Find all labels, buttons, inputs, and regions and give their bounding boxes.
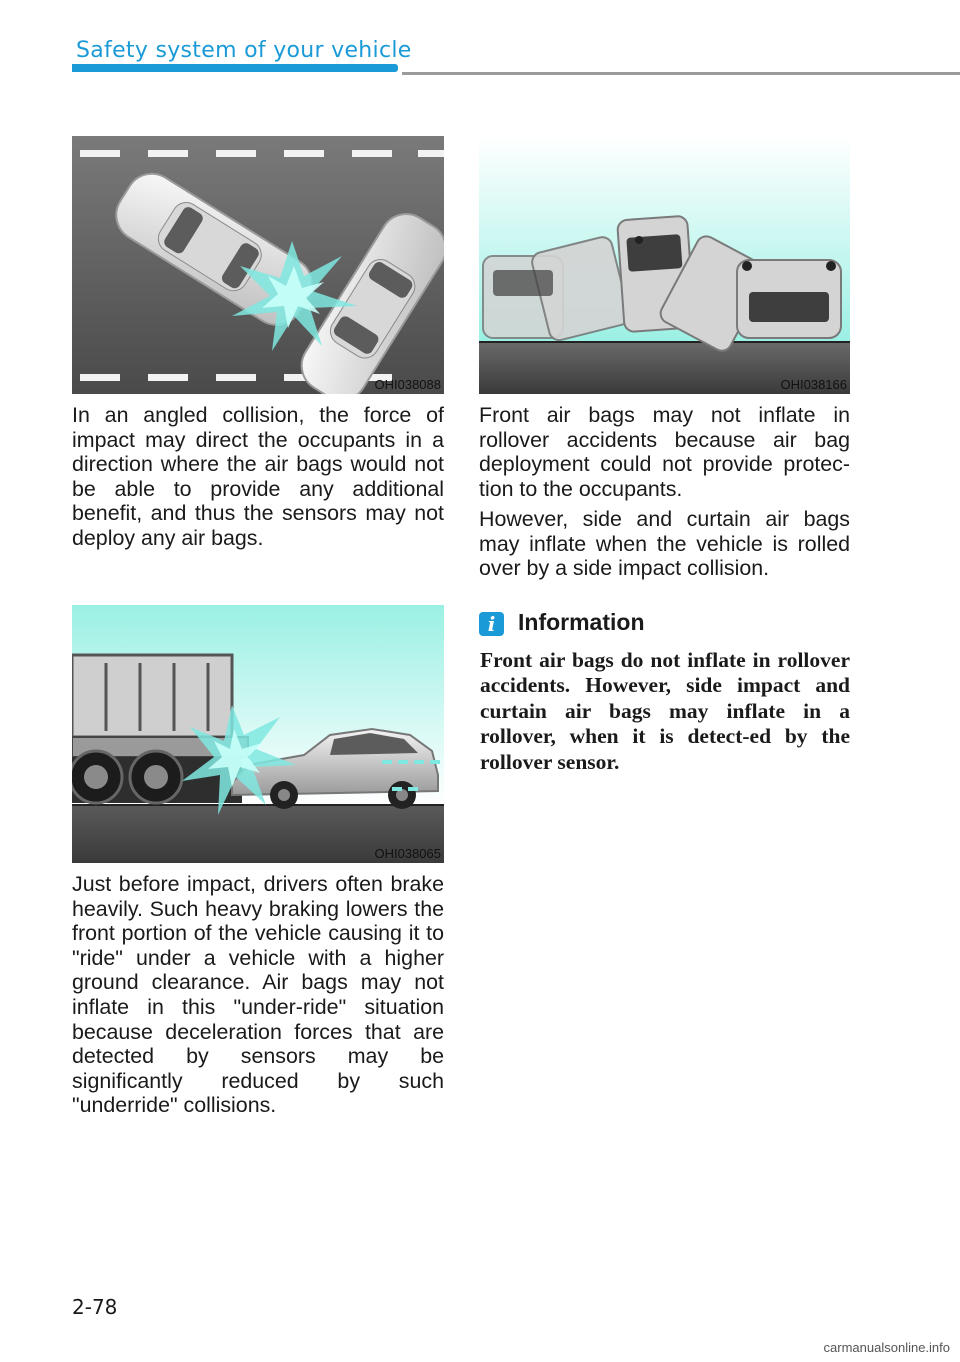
figure-underride	[72, 605, 444, 863]
angled-collision-illustration	[72, 136, 444, 394]
underride-paragraph: Just before impact, drivers often brake heavily. Such heavy braking lowers the front portion of the vehicle causing it to "ride" under a vehicle with a higher ground clearance. Air bags may not inflate in this "under-ride" situation because deceleration forces that are detected by sensors may be significantly reduced by such "underride" collisions.	[72, 872, 444, 1118]
figure-rollover	[479, 136, 850, 394]
rollover-paragraph-1: Front air bags may not inflate in rollover accidents because air bag deployment could not provide protec-tion to the occupants.	[479, 403, 850, 501]
rollover-illustration	[479, 136, 850, 394]
section-title: Safety system of your vehicle	[76, 38, 412, 63]
header-rule	[402, 72, 960, 75]
figure-angled-collision	[72, 136, 444, 394]
underride-illustration	[72, 605, 444, 863]
page-number: 2-78	[72, 1295, 118, 1319]
rollover-paragraph-2: However, side and curtain air bags may inflate when the vehicle is rolled over by a side impact collision.	[479, 507, 850, 581]
watermark: carmanualsonline.info	[823, 1340, 950, 1355]
information-text: Front air bags do not inflate in rollover accidents. However, side impact and curtain air bags may inflate in a rollover, when it is detect-ed by the rollover sensor.	[480, 648, 850, 774]
figure-code: OHI038088	[374, 377, 441, 392]
header-accent-bar	[72, 64, 398, 72]
information-icon: i	[479, 612, 504, 636]
figure-code: OHI038065	[374, 846, 441, 861]
figure-code: OHI038166	[780, 377, 847, 392]
information-title: Information	[518, 609, 645, 635]
angled-collision-paragraph: In an angled collision, the force of impact may direct the occupants in a direction where the air bags would not be able to provide any additional benefit, and thus the sensors may not deploy any air bags.	[72, 403, 444, 550]
